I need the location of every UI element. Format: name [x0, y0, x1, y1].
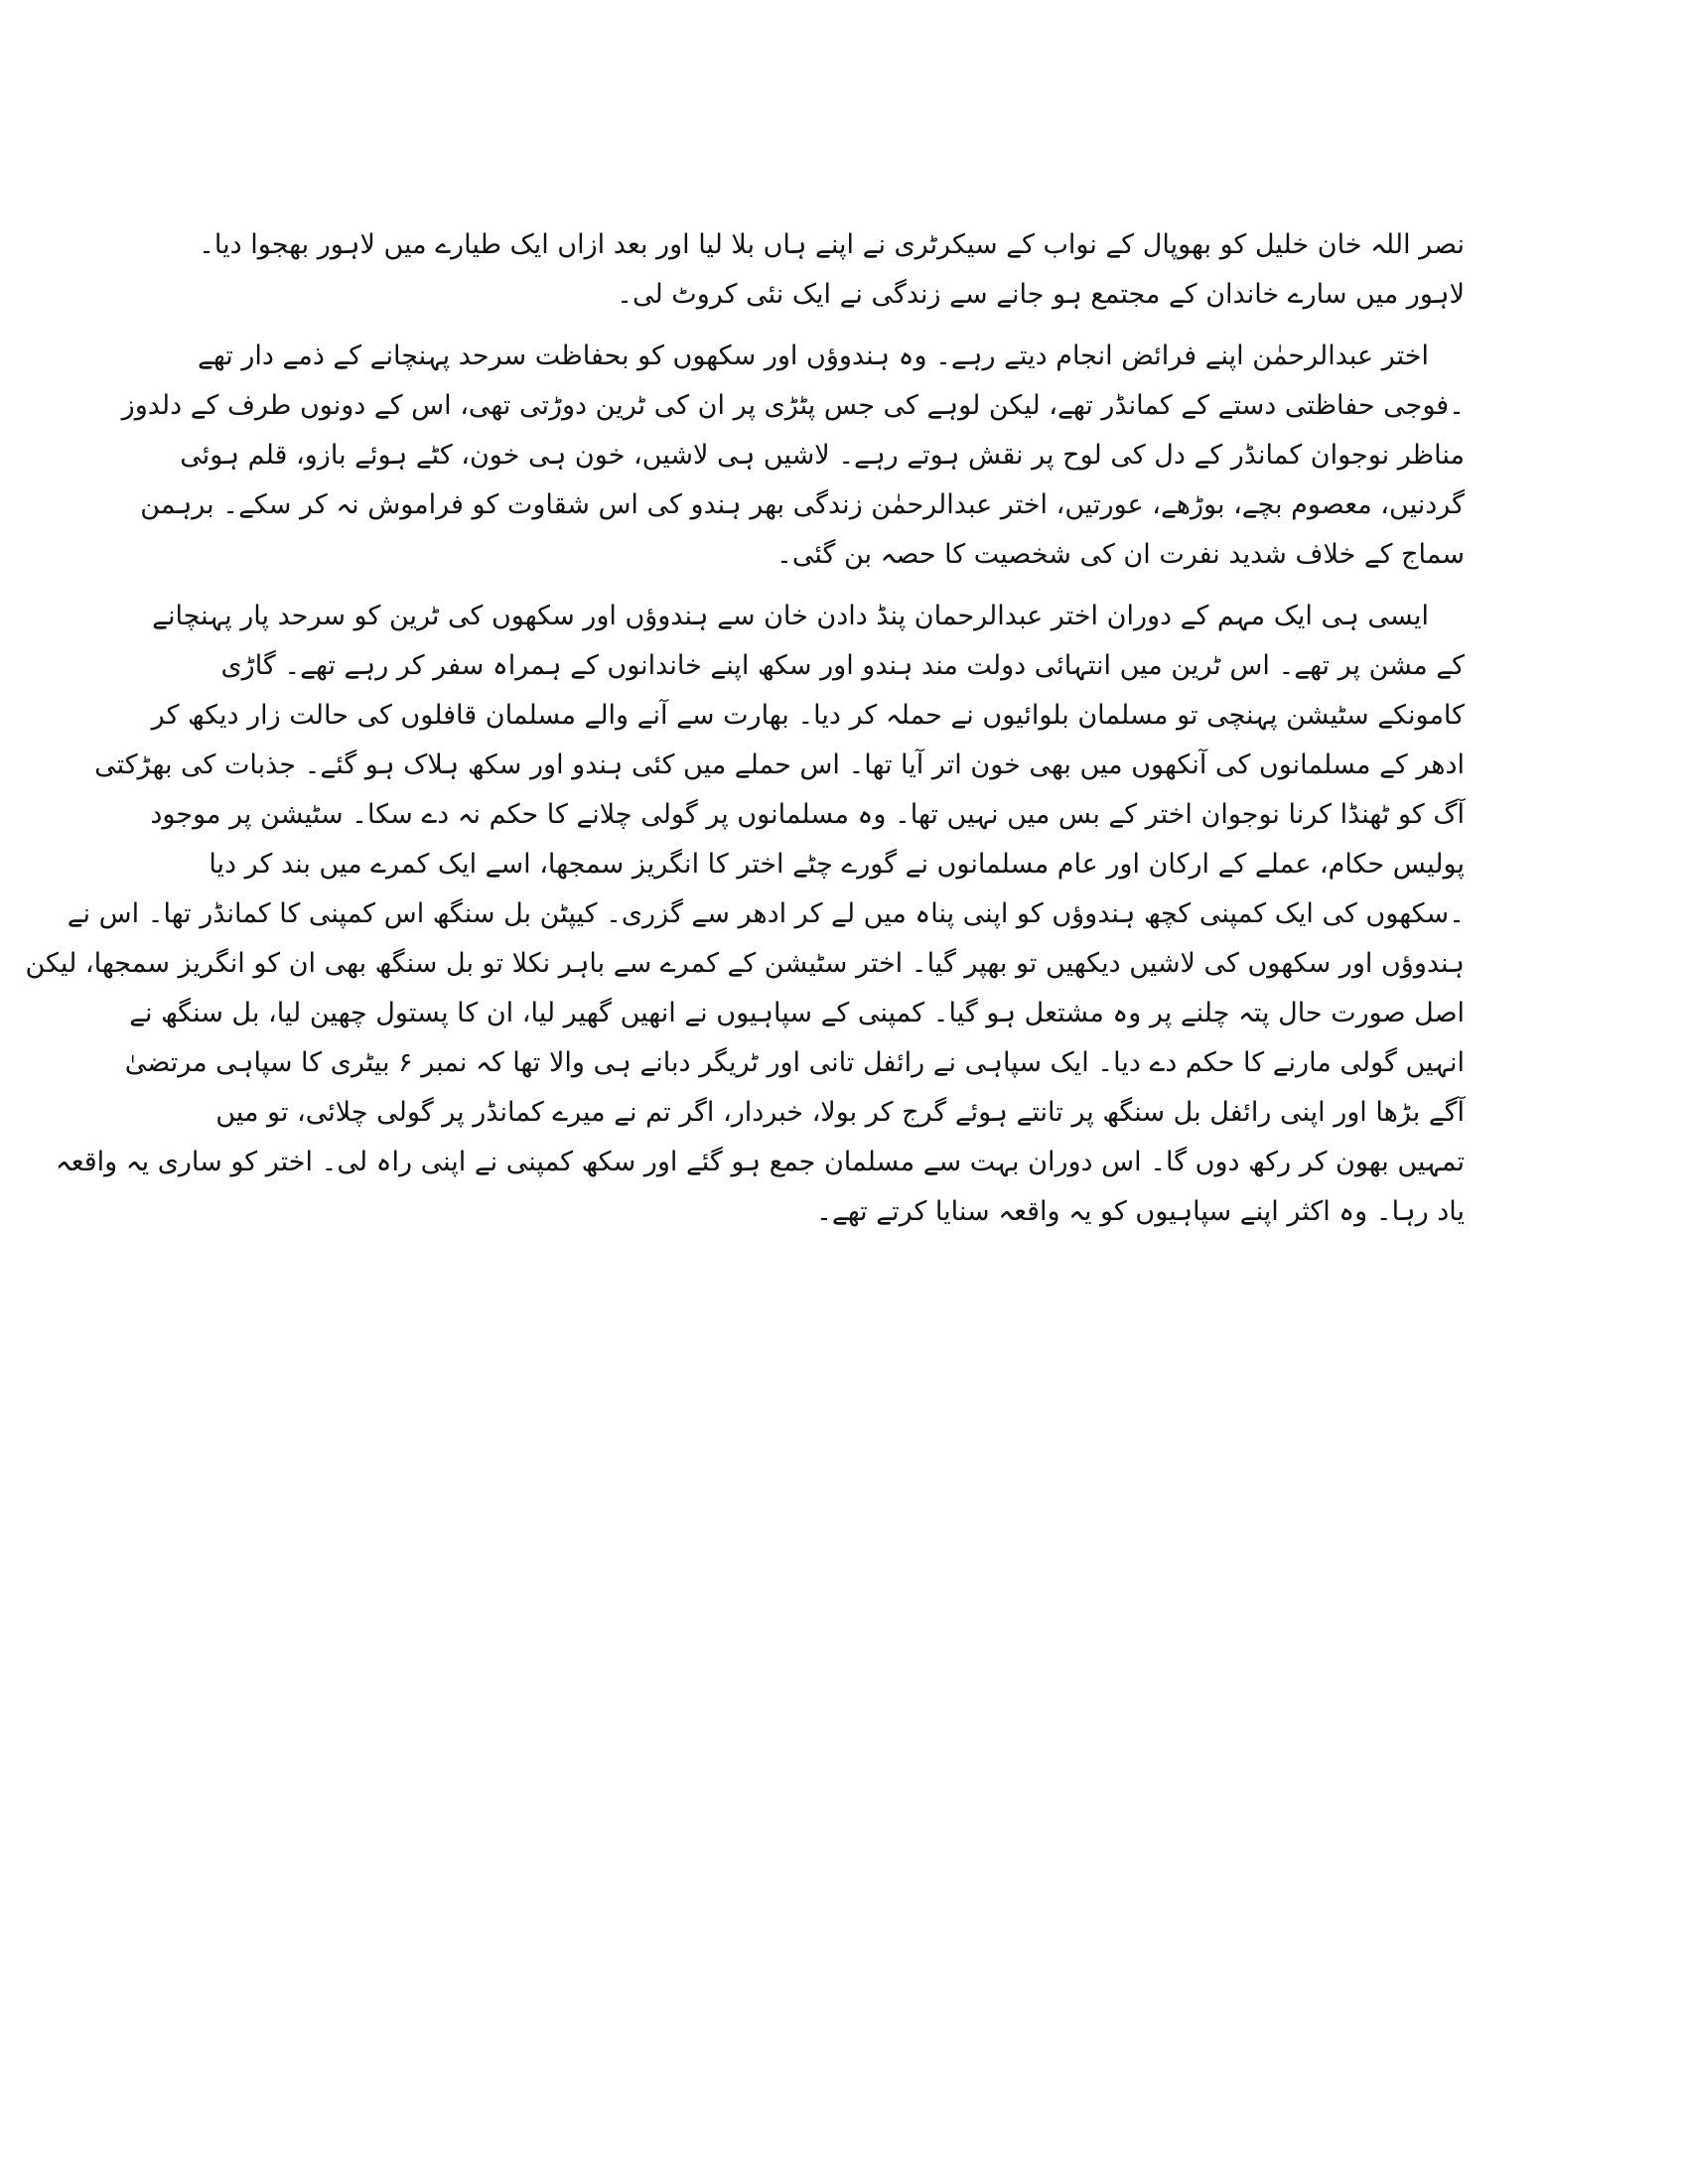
text-line: ۔فوجی حفاظتی دستے کے کمانڈر تھے، لیکن لوہے کی جس پٹڑی پر ان کی ٹرین دوڑتی تھی، اس کے دونوں طرف کے دلدوز — [121, 390, 1465, 421]
text-line: کے مشن پر تھے۔ اس ٹرین میں انتہائی دولت مند ہندو اور سکھ اپنے خاندانوں کے ہمراہ سفر کر رہے تھے۔ گاڑی — [220, 650, 1465, 681]
text-line: ۔سکھوں کی ایک کمپنی کچھ ہندوؤں کو اپنی پناہ میں لے کر ادھر سے گزری۔ کیپٹن بل سنگھ اس کمپنی کا کمانڈر تھا۔ اس نے — [67, 898, 1465, 929]
text-line: یاد رہا۔ وہ اکثر اپنے سپاہیوں کو یہ واقعہ سنایا کرتے تھے۔ — [816, 1196, 1465, 1227]
text-line: ایسی ہی ایک مہم کے دوران اختر عبدالرحمان پنڈ دادن خان سے ہندوؤں اور سکھوں کی ٹرین کو سرحد پار پہنچانے — [152, 601, 1429, 631]
text-line: لاہور میں سارے خاندان کے مجتمع ہو جانے سے زندگی نے ایک نئی کروٹ لی۔ — [617, 279, 1465, 310]
text-line: پولیس حکام، عملے کے ارکان اور عام مسلمانوں نے گورے چٹے اختر کا انگریز سمجھا، اسے ایک کمرے میں بند کر دیا — [209, 849, 1465, 880]
text-line: گردنیں، معصوم بچے، بوڑھے، عورتیں، اختر عبدالرحمٰن زندگی بھر ہندو کی اس شقاوت کو فراموش نہ کر سکے۔ برہمن — [140, 489, 1465, 520]
paragraph-1 — [199, 220, 1465, 320]
paragraph-3 — [25, 592, 1465, 1237]
text-line: آگے بڑھا اور اپنی رائفل بل سنگھ پر تانتے ہوئے گرج کر بولا، خبردار، اگر تم نے میرے کمانڈر پر گولی چلائی، تو میں — [215, 1097, 1465, 1128]
text-line: کامونکے سٹیشن پہنچی تو مسلمان بلوائیوں نے حملہ کر دیا۔ بھارت سے آنے والے مسلمان قافلوں کی حالت زار دیکھ کر — [151, 700, 1465, 731]
text-line: ہندوؤں اور سکھوں کی لاشیں دیکھیں تو بھپر گیا۔ اختر سٹیشن کے کمرے سے باہر نکلا تو بل سنگھ بھی ان کو انگریز سمجھا، لیکن — [25, 948, 1465, 979]
text-line: سماج کے خلاف شدید نفرت ان کی شخصیت کا حصہ بن گئی۔ — [776, 539, 1465, 570]
text-line: اصل صورت حال پتہ چلنے پر وہ مشتعل ہو گیا۔ کمپنی کے سپاہیوں نے انھیں گھیر لیا، ان کا پستول چھین لیا، بل سنگھ نے — [129, 998, 1465, 1028]
text-line: آگ کو ٹھنڈا کرنا نوجوان اختر کے بس میں نہیں تھا۔ وہ مسلمانوں پر گولی چلانے کا حکم نہ دے سکا۔ سٹیشن پر موجود — [150, 799, 1465, 830]
text-line: نصر اللہ خان خلیل کو بھوپال کے نواب کے سیکرٹری نے اپنے ہاں بلا لیا اور بعد ازاں ایک طیارے میں لاہور بھجوا دیا۔ — [199, 229, 1465, 260]
paragraph-2 — [121, 332, 1465, 580]
text-line: ادھر کے مسلمانوں کی آنکھوں میں بھی خون اتر آیا تھا۔ اس حملے میں کئی ہندو اور سکھ ہلاک ہو گئے۔ جذبات کی بھڑکتی — [94, 750, 1465, 780]
text-line: تمہیں بھون کر رکھ دوں گا۔ اس دوران بہت سے مسلمان جمع ہو گئے اور سکھ کمپنی نے اپنی راہ لی۔ اختر کو ساری یہ واقعہ — [55, 1147, 1465, 1177]
urdu-text-body — [25, 220, 1465, 1237]
text-line: مناظر نوجوان کمانڈر کے دل کی لوح پر نقش ہوتے رہے۔ لاشیں ہی لاشیں، خون ہی خون، کٹے ہوئے بازو، قلم ہوئی — [180, 440, 1465, 471]
text-line: انہیں گولی مارنے کا حکم دے دیا۔ ایک سپاہی نے رائفل تانی اور ٹریگر دبانے ہی والا تھا کہ نمبر ۶ بیٹری کا سپاہی مرتضیٰ — [124, 1047, 1465, 1078]
text-line: اختر عبدالرحمٰن اپنے فرائض انجام دیتے رہے۔ وہ ہندوؤں اور سکھوں کو بحفاظت سرحد پہنچانے کے ذمے دار تھے — [198, 341, 1429, 371]
